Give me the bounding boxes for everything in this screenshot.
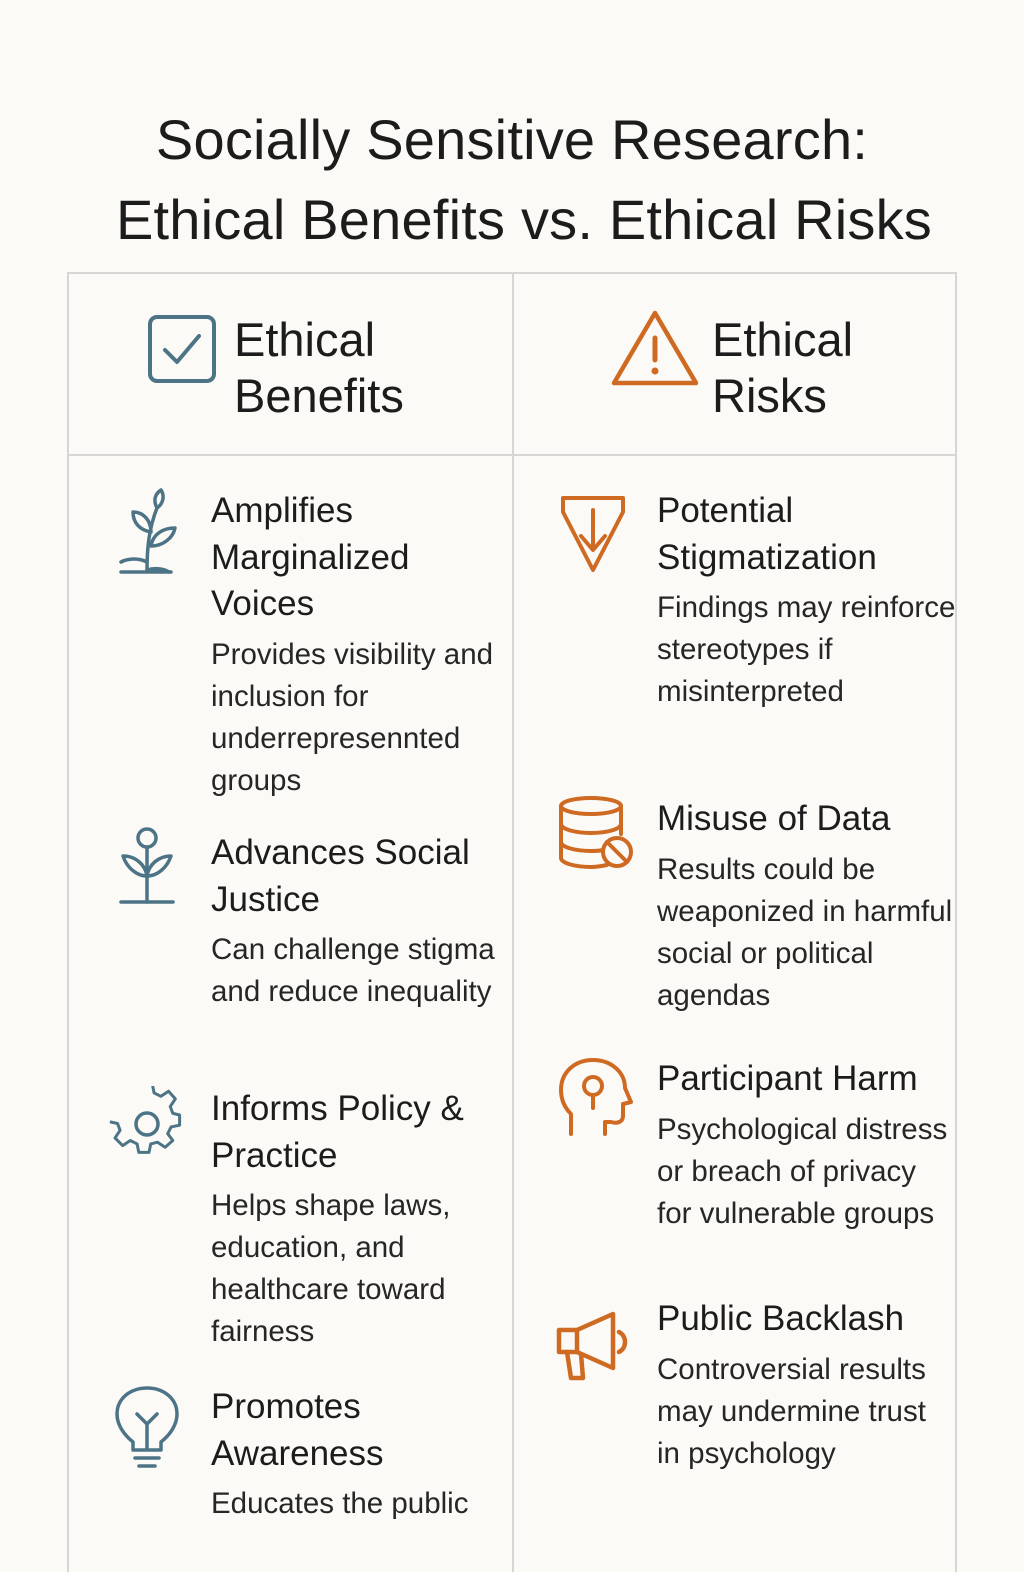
risk-item-4-text (657, 1296, 957, 1475)
benefit-item-title: Promotes Awareness (211, 1387, 384, 1473)
benefit-item-title: Informs Policy & Practice (211, 1089, 464, 1175)
warning-triangle-icon (610, 308, 700, 388)
benefit-item-description: Provides visibility and inclusion for underrepresennted groups (211, 637, 494, 797)
risk-item-description: Psychological distress or breach of privacy for vulnerable groups (657, 1112, 948, 1230)
benefit-item-description: Helps shape laws, education, and healthcare toward fairness (211, 1189, 451, 1348)
risk-item-2-text (657, 796, 957, 1017)
title-line-1: Socially Sensitive Research: (155, 107, 869, 171)
plant-icon (111, 826, 183, 912)
benefit-item-title: Amplifies Marginalized Voices (211, 491, 410, 623)
gear-icon (109, 1086, 185, 1162)
benefits-heading-line-1: Ethical (234, 313, 376, 366)
header-divider (69, 454, 955, 456)
benefit-item-title: Advances Social Justice (211, 833, 470, 919)
risk-item-description: Results could be weaponized in harmful social or political agendas (657, 852, 953, 1012)
benefits-header (69, 274, 512, 454)
risk-item-description: Controversial results may undermine trust in psychology (657, 1352, 926, 1470)
benefit-item-4-text (211, 1384, 511, 1525)
checkbox-icon (147, 314, 217, 384)
risks-header (514, 274, 957, 454)
risks-heading-line-1: Ethical (712, 313, 854, 366)
megaphone-icon (555, 1308, 635, 1384)
benefits-heading-line-2: Benefits (234, 369, 404, 422)
head-lock-icon (557, 1056, 633, 1140)
risk-item-title: Public Backlash (657, 1299, 905, 1338)
column-divider (512, 274, 514, 1572)
benefit-item-2-text (211, 830, 511, 1013)
benefit-item-1-text (211, 488, 511, 802)
risk-item-description: Findings may reinforce stereotypes if misinterpreted (657, 591, 956, 708)
risk-item-title: Potential Stigmatization (657, 491, 877, 577)
risk-item-title: Participant Harm (657, 1059, 918, 1098)
down-arrow-shield-icon (557, 492, 629, 574)
lightbulb-icon (111, 1384, 183, 1474)
risk-item-title: Misuse of Data (657, 799, 891, 838)
risk-item-3-text (657, 1056, 957, 1235)
sprout-icon (111, 488, 183, 578)
database-blocked-icon (557, 796, 637, 872)
comparison-table (67, 272, 957, 1572)
benefit-item-3-text (211, 1086, 511, 1353)
benefit-item-description: Can challenge stigma and reduce inequality (211, 933, 495, 1008)
page-title (0, 100, 1024, 260)
benefits-heading (234, 312, 454, 424)
risks-heading (712, 312, 932, 424)
risks-heading-line-2: Risks (712, 369, 827, 422)
title-line-2: Ethical Benefits vs. Ethical Risks (116, 187, 932, 251)
benefit-item-description: Educates the public (211, 1487, 469, 1520)
risk-item-1-text (657, 488, 957, 713)
